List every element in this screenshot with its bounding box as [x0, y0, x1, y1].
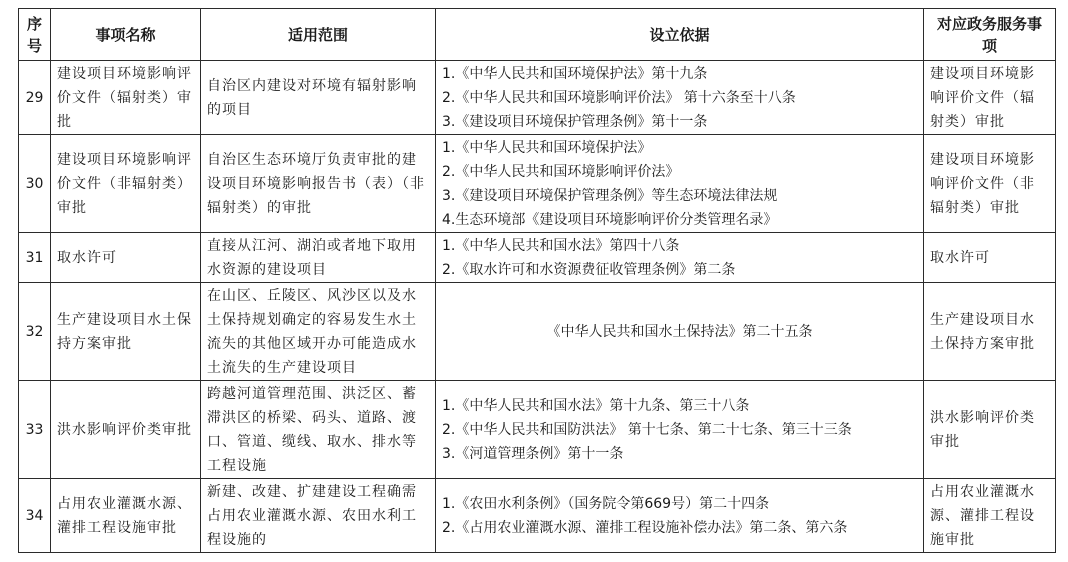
row-number: 32	[19, 283, 51, 381]
header-service-item: 对应政务服务事项	[924, 9, 1056, 61]
item-name: 取水许可	[51, 233, 201, 283]
basis-line: 1.《农田水利条例》（国务院令第669号）第二十四条	[442, 495, 770, 512]
basis-line: 1.《中华人民共和国环境保护法》第十九条	[442, 65, 708, 82]
basis-line: 2.《中华人民共和国环境影响评价法》	[442, 163, 680, 180]
table-row	[19, 61, 1056, 135]
basis-line: 3.《河道管理条例》第十一条	[442, 445, 624, 462]
table-row	[19, 233, 1056, 283]
basis-line: 4.生态环境部《建设项目环境影响评价分类管理名录》	[442, 211, 778, 228]
table-row	[19, 283, 1056, 381]
basis-line: 1.《中华人民共和国水法》第十九条、第三十八条	[442, 397, 750, 414]
service-item: 取水许可	[924, 233, 1056, 283]
scope-text: 在山区、丘陵区、风沙区以及水土保持规划确定的容易发生水土流失的其他区域开办可能造成水土流失的生产建设项目	[201, 283, 436, 381]
table-row	[19, 479, 1056, 553]
basis-cell	[436, 233, 924, 283]
basis-cell	[436, 381, 924, 479]
table-row	[19, 381, 1056, 479]
basis-line: 2.《占用农业灌溉水源、灌排工程设施补偿办法》第二条、第六条	[442, 519, 848, 536]
header-serial: 序号	[19, 9, 51, 61]
header-item-name: 事项名称	[51, 9, 201, 61]
basis-line: 《中华人民共和国水土保持法》第二十五条	[546, 323, 813, 340]
table-row	[19, 135, 1056, 233]
item-name: 洪水影响评价类审批	[51, 381, 201, 479]
row-number: 34	[19, 479, 51, 553]
row-number: 31	[19, 233, 51, 283]
basis-line: 2.《取水许可和水资源费征收管理条例》第二条	[442, 261, 736, 278]
basis-line: 3.《建设项目环境保护管理条例》等生态环境法律法规	[442, 187, 778, 204]
item-name: 占用农业灌溉水源、灌排工程设施审批	[51, 479, 201, 553]
scope-text: 自治区内建设对环境有辐射影响的项目	[201, 61, 436, 135]
service-item: 建设项目环境影响评价文件（非辐射类）审批	[924, 135, 1056, 233]
item-name: 建设项目环境影响评价文件（辐射类）审批	[51, 61, 201, 135]
header-scope: 适用范围	[201, 9, 436, 61]
service-item: 建设项目环境影响评价文件（辐射类）审批	[924, 61, 1056, 135]
basis-line: 2.《中华人民共和国防洪法》 第十七条、第二十七条、第三十三条	[442, 421, 852, 438]
basis-line: 2.《中华人民共和国环境影响评价法》 第十六条至十八条	[442, 89, 796, 106]
row-number: 30	[19, 135, 51, 233]
row-number: 33	[19, 381, 51, 479]
basis-line: 3.《建设项目环境保护管理条例》第十一条	[442, 113, 708, 130]
service-item: 占用农业灌溉水源、灌排工程设施审批	[924, 479, 1056, 553]
scope-text: 自治区生态环境厅负责审批的建设项目环境影响报告书（表）（非辐射类）的审批	[201, 135, 436, 233]
basis-cell	[436, 61, 924, 135]
header-row	[19, 9, 1056, 61]
item-name: 建设项目环境影响评价文件（非辐射类）审批	[51, 135, 201, 233]
scope-text: 新建、改建、扩建建设工程确需占用农业灌溉水源、农田水利工程设施的	[201, 479, 436, 553]
service-item: 生产建设项目水土保持方案审批	[924, 283, 1056, 381]
header-basis: 设立依据	[436, 9, 924, 61]
basis-line: 1.《中华人民共和国环境保护法》	[442, 139, 652, 156]
regulation-table	[18, 8, 1056, 553]
scope-text: 跨越河道管理范围、洪泛区、蓄滞洪区的桥梁、码头、道路、渡口、管道、缆线、取水、排水等工程设施	[201, 381, 436, 479]
basis-cell	[436, 283, 924, 381]
row-number: 29	[19, 61, 51, 135]
scope-text: 直接从江河、湖泊或者地下取用水资源的建设项目	[201, 233, 436, 283]
basis-cell	[436, 135, 924, 233]
basis-line: 1.《中华人民共和国水法》第四十八条	[442, 237, 680, 254]
item-name: 生产建设项目水土保持方案审批	[51, 283, 201, 381]
service-item: 洪水影响评价类审批	[924, 381, 1056, 479]
basis-cell	[436, 479, 924, 553]
